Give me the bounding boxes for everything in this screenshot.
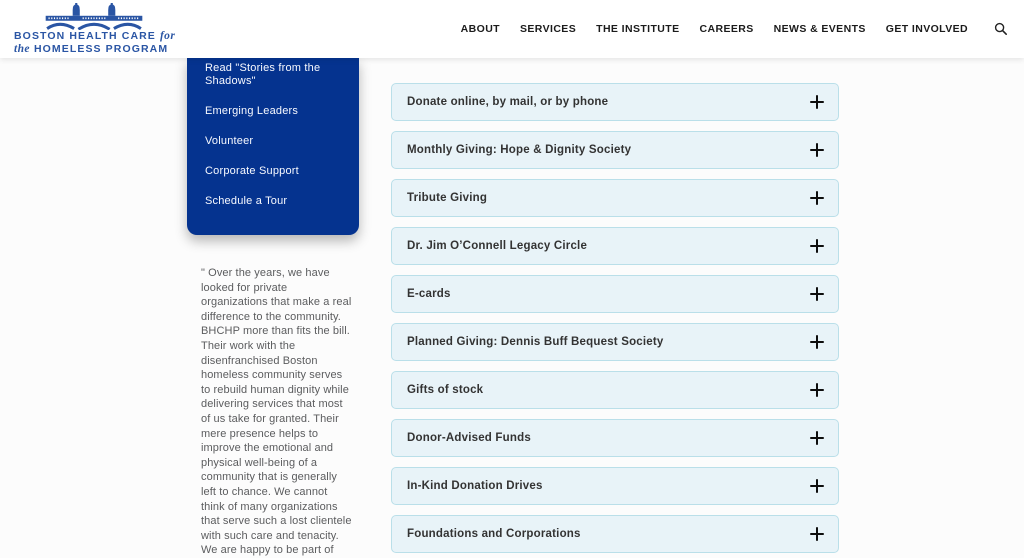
accordion-label: Tribute Giving bbox=[407, 192, 488, 204]
accordion-label: Dr. Jim O’Connell Legacy Circle bbox=[407, 240, 588, 252]
sidebar-item-schedule-a-tour[interactable]: Schedule a Tour bbox=[205, 195, 288, 207]
plus-icon[interactable] bbox=[810, 143, 824, 157]
plus-icon[interactable] bbox=[810, 191, 824, 205]
nav-item-about[interactable]: ABOUT bbox=[460, 23, 500, 35]
plus-icon[interactable] bbox=[810, 287, 824, 301]
nav-item-get-involved[interactable]: GET INVOLVED bbox=[885, 23, 968, 35]
accordion-label: Donate online, by mail, or by phone bbox=[407, 96, 609, 108]
accordion-label: Donor-Advised Funds bbox=[407, 432, 531, 444]
accordion-label: Monthly Giving: Hope & Dignity Society bbox=[407, 144, 632, 156]
brand-logo[interactable] bbox=[14, 3, 174, 55]
sidebar-menu bbox=[187, 58, 359, 235]
sidebar-item-corporate-support[interactable]: Corporate Support bbox=[205, 165, 299, 177]
sidebar-item-volunteer[interactable]: Volunteer bbox=[205, 135, 254, 147]
nav-item-services[interactable]: SERVICES bbox=[520, 23, 577, 35]
accordion-item-monthly-giving[interactable] bbox=[391, 131, 839, 169]
accordion-item-gifts-of-stock[interactable] bbox=[391, 371, 839, 409]
bridge-icon bbox=[44, 3, 144, 30]
accordion-item-in-kind-donation-drives[interactable] bbox=[391, 467, 839, 505]
plus-icon[interactable] bbox=[810, 479, 824, 493]
plus-icon[interactable] bbox=[810, 335, 824, 349]
logo-text-line1: BOSTON HEALTH CARE for bbox=[14, 30, 176, 42]
plus-icon[interactable] bbox=[810, 527, 824, 541]
accordion-item-legacy-circle[interactable] bbox=[391, 227, 839, 265]
accordion-item-e-cards[interactable] bbox=[391, 275, 839, 313]
accordion-item-foundations-corporations[interactable] bbox=[391, 515, 839, 553]
search-icon[interactable] bbox=[994, 22, 1008, 36]
accordion-item-tribute-giving[interactable] bbox=[391, 179, 839, 217]
accordion-label: In-Kind Donation Drives bbox=[407, 480, 543, 492]
nav-item-the-institute[interactable]: THE INSTITUTE bbox=[596, 23, 680, 35]
sidebar-item-emerging-leaders[interactable]: Emerging Leaders bbox=[205, 105, 299, 117]
testimonial-quote: " Over the years, we have looked for private organizations that make a real difference to the community. BHCHP more than fits the bill. Their work with the disenfranchised Boston homeless community serves to rebuild human dignity while delivering services that most of us take for granted. Their mere presence helps to improve the emotional and physical well-being of a community that is generally left to chance. We cannot think of many organizations that serve such a lost clientele with such care and tenacity. We are happy to be part of bbox=[201, 267, 352, 557]
plus-icon[interactable] bbox=[810, 431, 824, 445]
site-header bbox=[0, 0, 1024, 58]
nav-item-news-events[interactable]: NEWS & EVENTS bbox=[773, 23, 866, 35]
giving-options-accordion bbox=[391, 83, 839, 558]
accordion-label: Planned Giving: Dennis Buff Bequest Society bbox=[407, 336, 664, 348]
accordion-label: E-cards bbox=[407, 288, 451, 300]
nav-item-careers[interactable]: CAREERS bbox=[699, 23, 754, 35]
accordion-item-donor-advised-funds[interactable] bbox=[391, 419, 839, 457]
accordion-label: Gifts of stock bbox=[407, 384, 484, 396]
accordion-item-planned-giving[interactable] bbox=[391, 323, 839, 361]
accordion-item-donate-online[interactable] bbox=[391, 83, 839, 121]
logo-text-line2: the HOMELESS PROGRAM bbox=[14, 42, 169, 55]
plus-icon[interactable] bbox=[810, 95, 824, 109]
plus-icon[interactable] bbox=[810, 239, 824, 253]
sidebar-item-stories-from-the-shadows[interactable]: Read "Stories from the Shadows" bbox=[205, 62, 321, 87]
main-nav bbox=[461, 0, 1008, 58]
accordion-label: Foundations and Corporations bbox=[407, 528, 581, 540]
plus-icon[interactable] bbox=[810, 383, 824, 397]
